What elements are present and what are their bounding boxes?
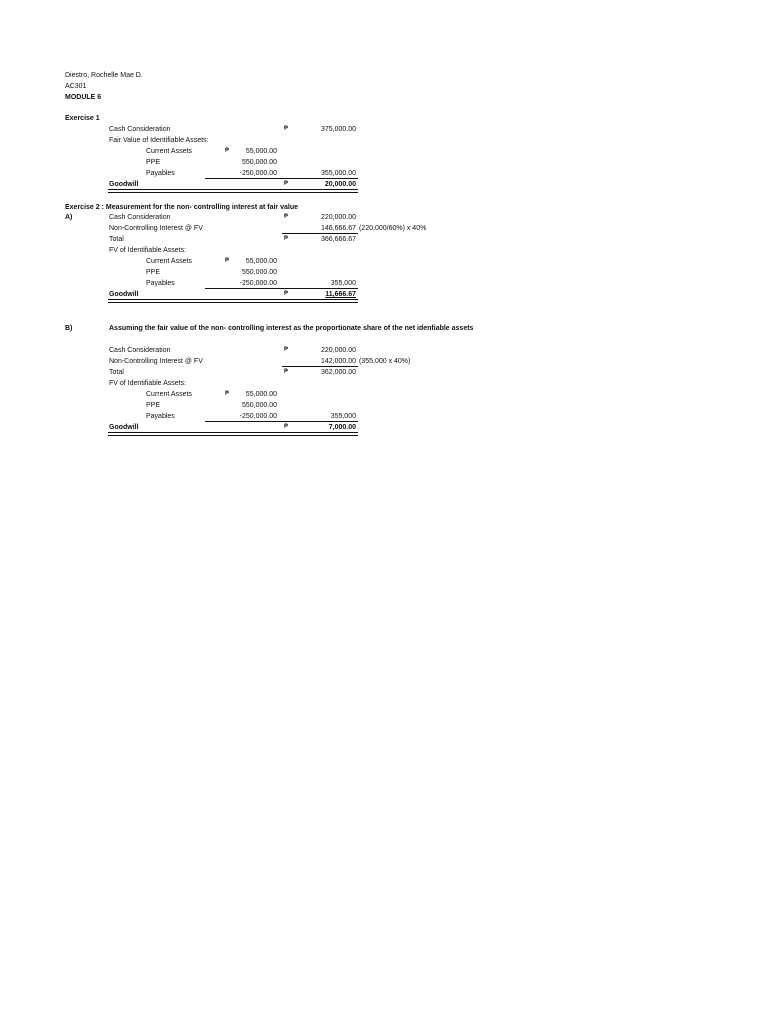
ex1-total-double-line [108, 189, 358, 193]
ex2a-total-value: 366,666.67 [320, 236, 356, 243]
ex2b-cash-value: 220,000.00 [320, 347, 356, 354]
ex2a-subtotal-line [282, 233, 358, 234]
ex2a-ca-value: 55,000.00 [245, 258, 277, 265]
ex1-cash-currency: ₱ [284, 126, 289, 132]
ex2b-goodwill-label: Goodwill [109, 424, 139, 431]
ex2b-goodwill-value: 7,000.00 [328, 424, 356, 431]
ex2a-goodwill-value: 11,666.67 [325, 291, 356, 298]
ex2b-nci-value: 142,000.00 [320, 358, 356, 365]
exercise-1-title: Exercise 1 [65, 115, 100, 122]
ex2a-pay-value: -250,000.00 [239, 280, 277, 287]
ex2b-pay-value: -250,000.00 [239, 413, 277, 420]
student-name: Diestro, Rochelle Mae D. [65, 72, 143, 79]
ex1-ca-value: 55,000.00 [245, 148, 277, 155]
ex1-goodwill-value: 20,000.00 [324, 181, 356, 188]
ex1-net-value: 355,000.00 [320, 170, 356, 177]
ex1-ppe-label: PPE [146, 159, 161, 166]
ex1-pay-value: -250,000.00 [239, 170, 277, 177]
ex2b-ca-value: 55,000.00 [245, 391, 277, 398]
ex2b-cash-label: Cash Consideration [109, 347, 171, 354]
ex2a-cash-currency: ₱ [284, 214, 289, 220]
ex2b-nci-label: Non-Controlling Interest @ FV [109, 358, 203, 365]
ex2b-title: Assuming the fair value of the non- controlling interest as the proportionate share of the net idenfiable assets [109, 325, 474, 332]
ex2a-net-line [205, 288, 358, 289]
ex2a-ca-currency: ₱ [225, 258, 230, 264]
ex2b-cash-currency: ₱ [284, 347, 289, 353]
ex2b-total-double-line [108, 432, 358, 436]
module-title: MODULE 6 [65, 94, 102, 101]
ex2a-nci-value: 146,666.67 [320, 225, 356, 232]
ex2b-letter: B) [65, 325, 73, 332]
ex2a-net-value: 355,000 [330, 280, 356, 287]
ex1-cash-label: Cash Consideration [109, 126, 171, 133]
ex1-ca-label: Current Assets [146, 148, 192, 155]
ex2a-cash-value: 220,000.00 [320, 214, 356, 221]
ex2a-letter: A) [65, 214, 73, 221]
ex2a-nci-note: (220,000/60%) x 40% [359, 225, 427, 232]
exercise-2-title: Exercise 2 : Measurement for the non- controlling interest at fair value [65, 204, 299, 211]
ex2a-total-currency: ₱ [284, 236, 289, 242]
ex2b-ppe-label: PPE [146, 402, 161, 409]
ex2b-ca-label: Current Assets [146, 391, 192, 398]
ex1-goodwill-label: Goodwill [109, 181, 139, 188]
course-code: AC301 [65, 83, 87, 90]
ex1-ppe-value: 550,000.00 [241, 159, 277, 166]
ex2a-fv-label: FV of Identifiable Assets: [109, 247, 187, 254]
ex2b-nci-note: (355,000 x 40%) [359, 358, 411, 365]
ex2b-subtotal-line [282, 366, 358, 367]
ex2a-total-label: Total [109, 236, 124, 243]
ex2a-total-double-line [108, 299, 358, 303]
ex2a-nci-label: Non-Controlling Interest @ FV [109, 225, 203, 232]
ex2a-pay-label: Payables [146, 280, 175, 287]
ex1-subtotal-line [205, 178, 358, 179]
ex2b-pay-label: Payables [146, 413, 175, 420]
ex2b-net-value: 355,000 [330, 413, 356, 420]
ex2a-cash-label: Cash Consideration [109, 214, 171, 221]
ex2b-fv-label: FV of Identifiable Assets: [109, 380, 187, 387]
ex2b-ca-currency: ₱ [225, 391, 230, 397]
ex1-pay-label: Payables [146, 170, 175, 177]
ex2b-goodwill-currency: ₱ [284, 424, 289, 430]
ex2b-ppe-value: 550,000.00 [241, 402, 277, 409]
ex2b-total-value: 362,000.00 [320, 369, 356, 376]
ex1-fv-label: Fair Value of Identifiable Assets: [109, 137, 209, 144]
ex1-ca-currency: ₱ [225, 148, 230, 154]
ex2a-goodwill-label: Goodwill [109, 291, 139, 298]
ex1-cash-value: 375,000.00 [320, 126, 356, 133]
ex1-goodwill-currency: ₱ [284, 181, 289, 187]
ex2a-ca-label: Current Assets [146, 258, 192, 265]
ex2b-total-currency: ₱ [284, 369, 289, 375]
ex2b-total-label: Total [109, 369, 124, 376]
ex2a-goodwill-currency: ₱ [284, 291, 289, 297]
ex2b-net-line [205, 421, 358, 422]
ex2a-ppe-value: 550,000.00 [241, 269, 277, 276]
ex2a-ppe-label: PPE [146, 269, 161, 276]
